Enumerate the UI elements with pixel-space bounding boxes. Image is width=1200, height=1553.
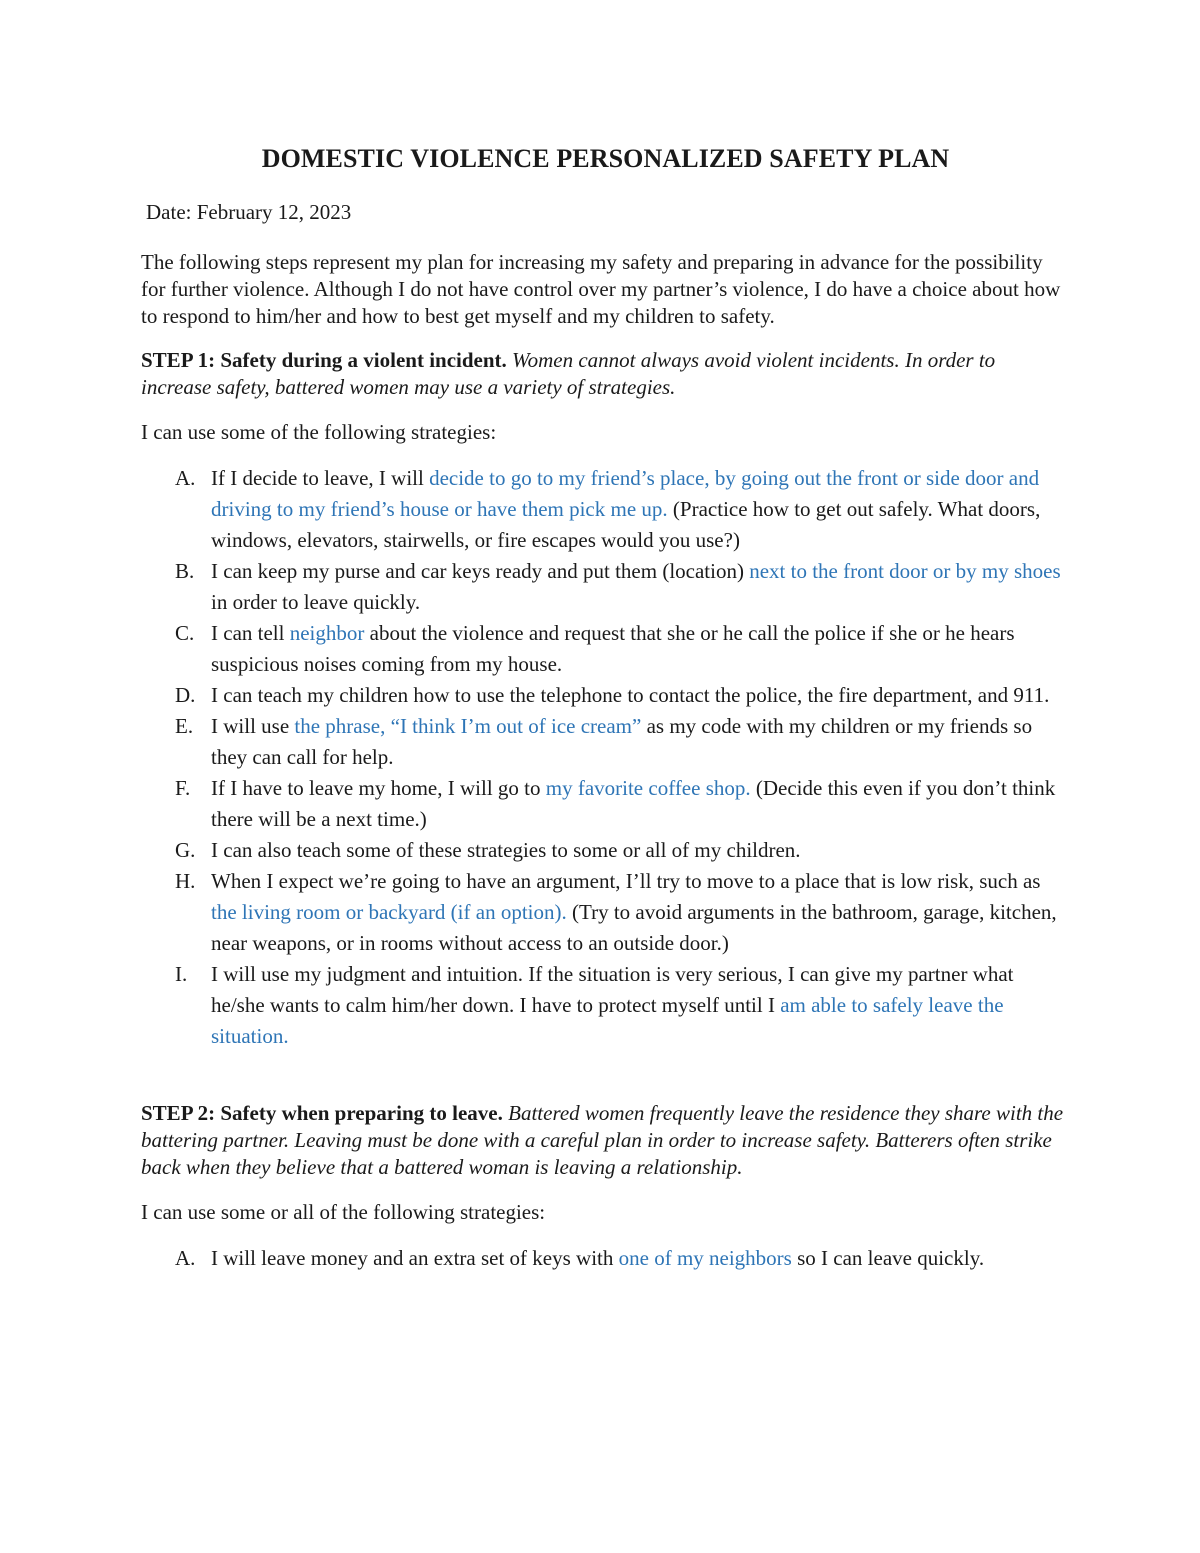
list-marker: G. (175, 838, 196, 862)
filled-in-answer: neighbor (289, 621, 365, 645)
list-item (141, 835, 1070, 866)
list-item (141, 556, 1070, 618)
list-item (141, 680, 1070, 711)
list-item (141, 618, 1070, 680)
list-marker: E. (175, 714, 194, 738)
item-text: in order to leave quickly. (211, 590, 421, 614)
step2-strategies-intro: I can use some or all of the following strategies: (141, 1200, 546, 1224)
list-item (141, 1243, 1070, 1274)
item-text: (Practice how to get out safely. What doors, windows, elevators, stairwells, or fire escapes would you use?) (211, 497, 1041, 552)
list-item (141, 866, 1070, 959)
filled-in-answer: next to the front door or by my shoes (749, 559, 1061, 583)
item-text: If I decide to leave, I will (211, 466, 430, 490)
step1-description: Women cannot always avoid violent incidents. In order to increase safety, battered women may use a variety of strategies. (141, 348, 996, 399)
list-marker: B. (175, 559, 195, 583)
filled-in-answer: decide to go to my friend’s place, by going out the front or side door and driving to my friend’s house or have them pick me up. (211, 466, 1040, 521)
list-item (141, 773, 1070, 835)
item-text: I can also teach some of these strategies to some or all of my children. (211, 838, 801, 862)
item-text: so I can leave quickly. (791, 1246, 985, 1270)
list-marker: I. (175, 962, 188, 986)
list-marker: A. (175, 1246, 196, 1270)
item-text: I will use my judgment and intuition. If the situation is very serious, I can give my partner what he/she wants to calm him/her down. I have to protect myself until I (211, 962, 1014, 1017)
list-marker: F. (175, 776, 191, 800)
document-title: DOMESTIC VIOLENCE PERSONALIZED SAFETY PLAN (261, 144, 950, 173)
item-text: I can tell (211, 621, 290, 645)
item-text: I can teach my children how to use the telephone to contact the police, the fire department, and 911. (211, 683, 1050, 707)
list-marker: H. (175, 869, 196, 893)
item-text: (Decide this even if you don’t think there will be a next time.) (211, 776, 1056, 831)
step1-strategies-intro: I can use some of the following strategies: (141, 420, 497, 444)
section-spacer (141, 1052, 1070, 1100)
filled-in-answer: the living room or backyard (if an option). (211, 900, 567, 924)
step1-heading (141, 347, 1070, 401)
item-text: I will use (211, 714, 295, 738)
filled-in-answer: one of my neighbors (618, 1246, 792, 1270)
item-text: as my code with my children or my friends so they can call for help. (211, 714, 1033, 769)
list-item (141, 959, 1070, 1052)
step1-title: STEP 1: Safety during a violent incident. (141, 348, 507, 372)
intro-paragraph: The following steps represent my plan for increasing my safety and preparing in advance for the possibility for further violence. Although I do not have control over my partner’s violence, I do have a choice about how to respond to him/her and how to best get myself and my children to safety. (141, 250, 1061, 328)
item-text: about the violence and request that she or he call the police if she or he hears suspicious noises coming from my house. (211, 621, 1015, 676)
filled-in-answer: am able to safely leave the situation. (211, 993, 1004, 1048)
item-text: I can keep my purse and car keys ready and put them (location) (211, 559, 750, 583)
item-text: I will leave money and an extra set of keys with (211, 1246, 619, 1270)
list-item (141, 463, 1070, 556)
step2-strategy-list (141, 1243, 1070, 1274)
step2-heading (141, 1100, 1070, 1181)
list-marker: D. (175, 683, 196, 707)
list-marker: C. (175, 621, 195, 645)
item-text: (Try to avoid arguments in the bathroom, garage, kitchen, near weapons, or in rooms without access to an outside door.) (211, 900, 1057, 955)
list-marker: A. (175, 466, 196, 490)
step1-strategy-list (141, 463, 1070, 1052)
filled-in-answer: my favorite coffee shop. (545, 776, 751, 800)
item-text: If I have to leave my home, I will go to (211, 776, 546, 800)
date-line: Date: February 12, 2023 (146, 200, 352, 224)
filled-in-answer: the phrase, “I think I’m out of ice cream” (294, 714, 642, 738)
list-item (141, 711, 1070, 773)
item-text: When I expect we’re going to have an argument, I’ll try to move to a place that is low risk, such as (211, 869, 1041, 893)
step2-title: STEP 2: Safety when preparing to leave. (141, 1101, 503, 1125)
step2-description: Battered women frequently leave the residence they share with the battering partner. Leaving must be done with a careful plan in order to increase safety. Batterers often strike back when they believe that a battered woman is leaving a relationship. (141, 1101, 1064, 1179)
